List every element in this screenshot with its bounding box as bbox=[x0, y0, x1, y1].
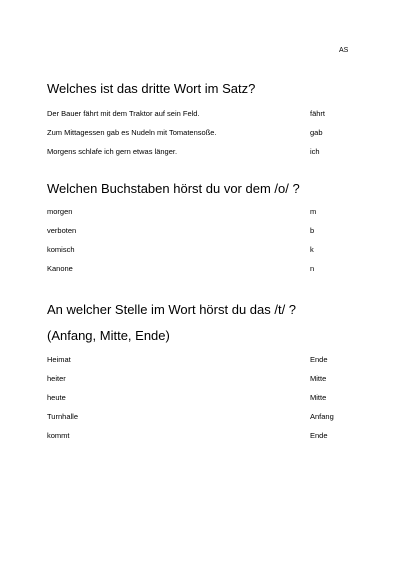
exercise-answer: Ende bbox=[310, 355, 328, 364]
exercise-list bbox=[47, 350, 347, 445]
exercise-answer: n bbox=[310, 264, 315, 273]
exercise-sentence: Zum Mittagessen gab es Nudeln mit Tomatensoße. bbox=[47, 128, 217, 137]
exercise-word: verboten bbox=[47, 226, 77, 235]
section-subheading: (Anfang, Mitte, Ende) bbox=[47, 328, 170, 343]
exercise-row bbox=[47, 240, 347, 259]
exercise-answer: m bbox=[310, 207, 317, 216]
exercise-row bbox=[47, 407, 347, 426]
exercise-row bbox=[47, 388, 347, 407]
exercise-answer: ich bbox=[310, 147, 320, 156]
exercise-row bbox=[47, 221, 347, 240]
exercise-list bbox=[47, 202, 347, 278]
exercise-row bbox=[47, 426, 347, 445]
section-letter-before-o bbox=[47, 181, 347, 278]
exercise-row bbox=[47, 142, 347, 161]
exercise-word: kommt bbox=[47, 431, 70, 440]
exercise-answer: Anfang bbox=[310, 412, 334, 421]
exercise-sentence: Morgens schlafe ich gern etwas länger. bbox=[47, 147, 178, 156]
exercise-answer: fährt bbox=[310, 109, 326, 118]
exercise-word: komisch bbox=[47, 245, 75, 254]
exercise-answer: b bbox=[310, 226, 315, 235]
section-t-position bbox=[47, 302, 347, 445]
exercise-word: morgen bbox=[47, 207, 73, 216]
section-heading: Welches ist das dritte Wort im Satz? bbox=[47, 81, 256, 96]
exercise-row bbox=[47, 104, 347, 123]
exercise-answer: gab bbox=[310, 128, 323, 137]
exercise-word: Kanone bbox=[47, 264, 73, 273]
exercise-row bbox=[47, 369, 347, 388]
exercise-sentence: Der Bauer fährt mit dem Traktor auf sein Feld. bbox=[47, 109, 200, 118]
exercise-row bbox=[47, 350, 347, 369]
exercise-answer: Ende bbox=[310, 431, 328, 440]
exercise-word: Turnhalle bbox=[47, 412, 78, 421]
exercise-word: Heimat bbox=[47, 355, 71, 364]
exercise-row bbox=[47, 202, 347, 221]
exercise-word: heiter bbox=[47, 374, 66, 383]
exercise-word: heute bbox=[47, 393, 66, 402]
exercise-list bbox=[47, 104, 347, 161]
exercise-row bbox=[47, 259, 347, 278]
section-heading: An welcher Stelle im Wort hörst du das /t/ ? bbox=[47, 302, 297, 317]
exercise-answer: Mitte bbox=[310, 374, 327, 383]
section-heading: Welchen Buchstaben hörst du vor dem /o/ ? bbox=[47, 181, 300, 196]
author-initials: AS bbox=[339, 47, 349, 54]
exercise-row bbox=[47, 123, 347, 142]
exercise-answer: Mitte bbox=[310, 393, 327, 402]
section-third-word bbox=[47, 81, 347, 161]
exercise-answer: k bbox=[310, 245, 314, 254]
